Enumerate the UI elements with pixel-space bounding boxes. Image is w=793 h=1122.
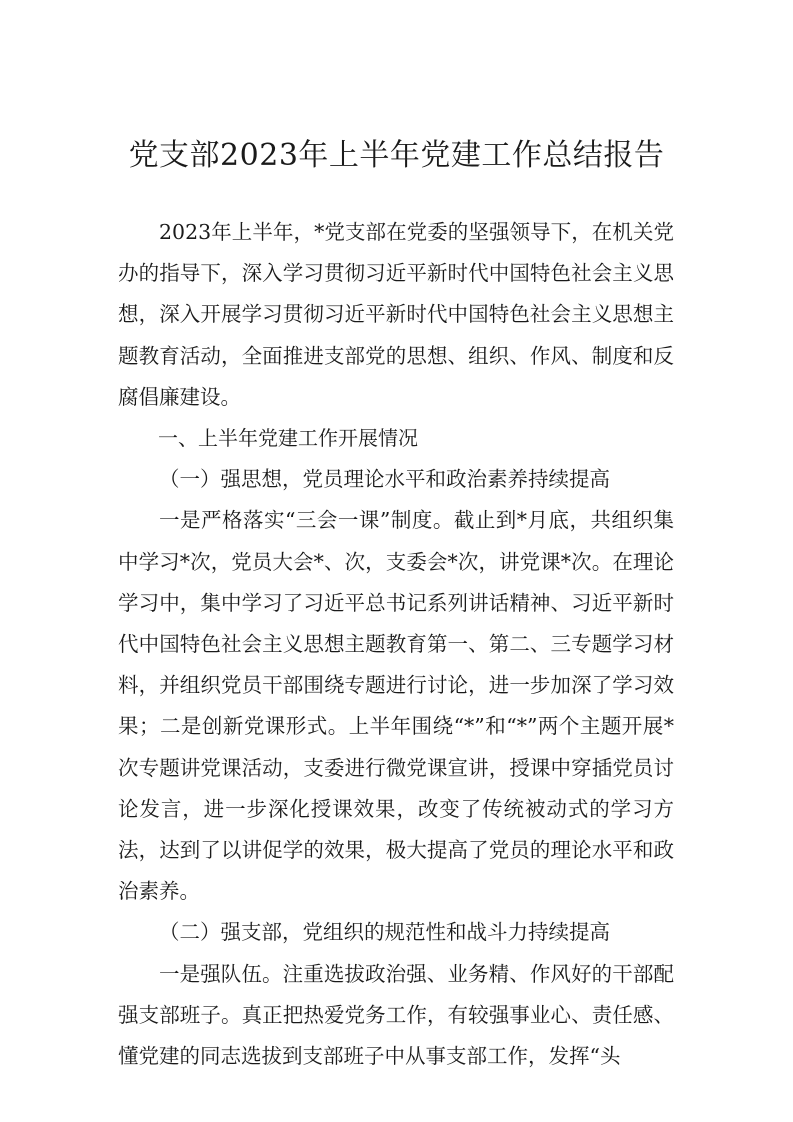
subsection-heading-1: （一）强思想，党员理论水平和政治素养持续提高 [159, 467, 610, 492]
document-body [118, 212, 674, 1077]
body-paragraph-2: 一是强队伍。注重选拔政治强、业务精、作风好的干部配强支部班子。真正把热爱党务工作，有较强事业心、责任感、懂党建的同志选拔到支部班子中从事支部工作，发挥“头 [118, 961, 674, 1069]
intro-paragraph: 2023年上半年，*党支部在党委的坚强领导下，在机关党办的指导下，深入学习贯彻习近平新时代中国特色社会主义思想，深入开展学习贯彻习近平新时代中国特色社会主义思想主题教育活动，全面推进支部党的思想、组织、作风、制度和反腐倡廉建设。 [118, 220, 674, 409]
section-heading-1: 一、上半年党建工作开展情况 [158, 426, 418, 451]
body-paragraph-1: 一是严格落实“三会一课”制度。截止到*月底，共组织集中学习*次，党员大会*、次，支委会*次，讲党课*次。在理论学习中，集中学习了习近平总书记系列讲话精神、习近平新时代中国特色社会主义思想主题教育第一、第二、三专题学习材料，并组织党员干部围绕专题进行讨论，进一步加深了学习效果；二是创新党课形式。上半年围绕“*”和“*”两个主题开展*次专题讲党课活动，支委进行微党课宣讲，授课中穿插党员讨论发言，进一步深化授课效果，改变了传统被动式的学习方法，达到了以讲促学的效果，极大提高了党员的理论水平和政治素养。 [118, 508, 674, 904]
document-title: 党支部2023年上半年党建工作总结报告 [128, 138, 665, 173]
subsection-heading-2: （二）强支部，党组织的规范性和战斗力持续提高 [159, 920, 610, 945]
